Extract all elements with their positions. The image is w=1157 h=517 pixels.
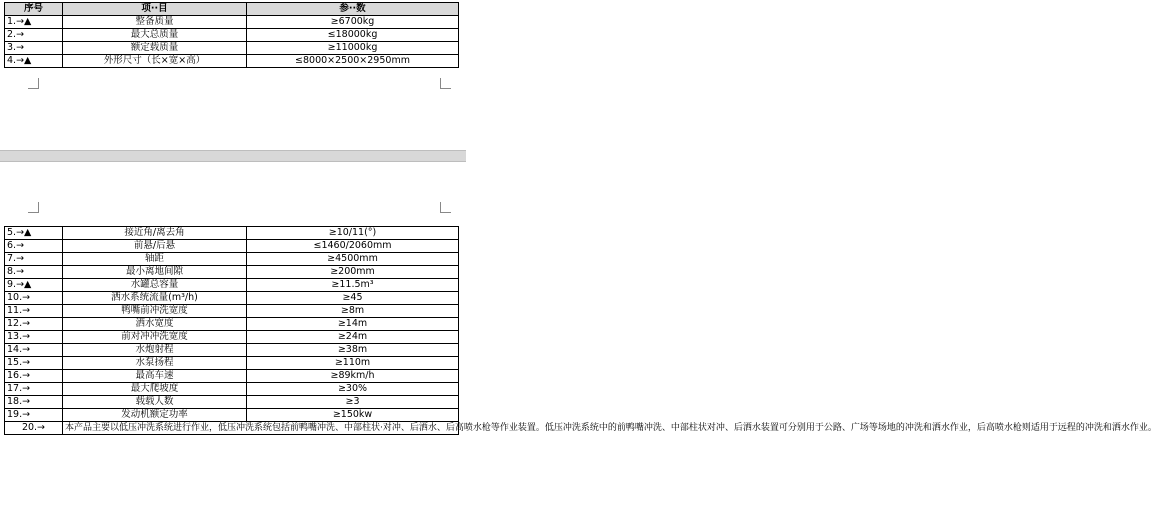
row-value: ≥30% <box>247 383 459 396</box>
row-item: 最小离地间隙 <box>63 266 247 279</box>
row-value: ≥89km/h <box>247 370 459 383</box>
table-row <box>5 29 459 42</box>
row-value: ≤1460/2060mm <box>247 240 459 253</box>
table-row <box>5 357 459 370</box>
row-item: 最大爬坡度 <box>63 383 247 396</box>
row-number: 17.→ <box>5 383 63 396</box>
row-item: 水炮射程 <box>63 344 247 357</box>
table-row <box>5 292 459 305</box>
row-number: 20.→ <box>5 422 63 435</box>
page-gap <box>0 150 466 162</box>
crop-mark <box>440 202 451 213</box>
row-number: 11.→ <box>5 305 63 318</box>
row-value: ≥3 <box>247 396 459 409</box>
row-value: ≥14m <box>247 318 459 331</box>
table-row <box>5 240 459 253</box>
row-item: 载载人数 <box>63 396 247 409</box>
row-number: 4.→▲ <box>5 55 63 68</box>
table-row <box>5 253 459 266</box>
table-row <box>5 266 459 279</box>
table-row <box>5 383 459 396</box>
row-item: 额定载质量 <box>63 42 247 55</box>
row-number: 19.→ <box>5 409 63 422</box>
row-item: 整备质量 <box>63 16 247 29</box>
row-number: 14.→ <box>5 344 63 357</box>
table-row <box>5 344 459 357</box>
product-description: 本产品主要以低压冲洗系统进行作业，低压冲洗系统包括前鸭嘴冲洗、中部柱状·对冲、后洒水、后高喷水枪等作业装置。低压冲洗系统中的前鸭嘴冲洗、中部柱状对冲、后洒水装置可分别用于公路、广场等场地的冲洗和洒水作业，后高喷水枪则适用于远程的冲洗和洒水作业。 <box>63 422 459 435</box>
table-row <box>5 16 459 29</box>
row-value: ≥10/11(°) <box>247 227 459 240</box>
crop-mark <box>440 78 451 89</box>
row-item: 轴距 <box>63 253 247 266</box>
row-number: 10.→ <box>5 292 63 305</box>
row-item: 洒水系统流量(m³/h) <box>63 292 247 305</box>
table-row <box>5 409 459 422</box>
table-row-description <box>5 422 459 435</box>
crop-mark <box>28 78 39 89</box>
row-value: ≥11000kg <box>247 42 459 55</box>
row-value: ≥11.5m³ <box>247 279 459 292</box>
row-item: 前对冲冲洗宽度 <box>63 331 247 344</box>
row-number: 9.→▲ <box>5 279 63 292</box>
header-value: 参··数 <box>247 3 459 16</box>
row-number: 15.→ <box>5 357 63 370</box>
spec-table-top <box>4 2 459 68</box>
row-value: ≥24m <box>247 331 459 344</box>
table-row <box>5 305 459 318</box>
header-item: 项··目 <box>63 3 247 16</box>
row-value: ≥200mm <box>247 266 459 279</box>
table-row <box>5 227 459 240</box>
row-item: 洒水宽度 <box>63 318 247 331</box>
table-row <box>5 279 459 292</box>
table-header-row <box>5 3 459 16</box>
row-value: ≥8m <box>247 305 459 318</box>
row-value: ≥4500mm <box>247 253 459 266</box>
row-number: 6.→ <box>5 240 63 253</box>
row-item: 最大总质量 <box>63 29 247 42</box>
crop-mark <box>28 202 39 213</box>
row-value: ≤8000×2500×2950mm <box>247 55 459 68</box>
row-number: 12.→ <box>5 318 63 331</box>
table-row <box>5 42 459 55</box>
row-item: 水罐总容量 <box>63 279 247 292</box>
row-number: 8.→ <box>5 266 63 279</box>
row-number: 3.→ <box>5 42 63 55</box>
row-value: ≥6700kg <box>247 16 459 29</box>
row-item: 发动机额定功率 <box>63 409 247 422</box>
row-number: 16.→ <box>5 370 63 383</box>
row-item: 前悬/后悬 <box>63 240 247 253</box>
table-row <box>5 331 459 344</box>
row-number: 13.→ <box>5 331 63 344</box>
row-number: 1.→▲ <box>5 16 63 29</box>
row-value: ≥45 <box>247 292 459 305</box>
page-top <box>0 0 466 150</box>
row-value: ≥150kw <box>247 409 459 422</box>
table-row <box>5 55 459 68</box>
header-number: 序号 <box>5 3 63 16</box>
page-bottom <box>0 162 1157 517</box>
row-value: ≤18000kg <box>247 29 459 42</box>
row-number: 5.→▲ <box>5 227 63 240</box>
table-row <box>5 396 459 409</box>
row-value: ≥110m <box>247 357 459 370</box>
row-item: 水泵扬程 <box>63 357 247 370</box>
row-item: 最高车速 <box>63 370 247 383</box>
row-number: 18.→ <box>5 396 63 409</box>
row-number: 2.→ <box>5 29 63 42</box>
row-item: 接近角/离去角 <box>63 227 247 240</box>
row-number: 7.→ <box>5 253 63 266</box>
row-item: 鸭嘴前冲洗宽度 <box>63 305 247 318</box>
row-value: ≥38m <box>247 344 459 357</box>
row-item: 外形尺寸（长×宽×高） <box>63 55 247 68</box>
table-row <box>5 370 459 383</box>
table-row <box>5 318 459 331</box>
spec-table-bottom <box>4 226 1157 435</box>
